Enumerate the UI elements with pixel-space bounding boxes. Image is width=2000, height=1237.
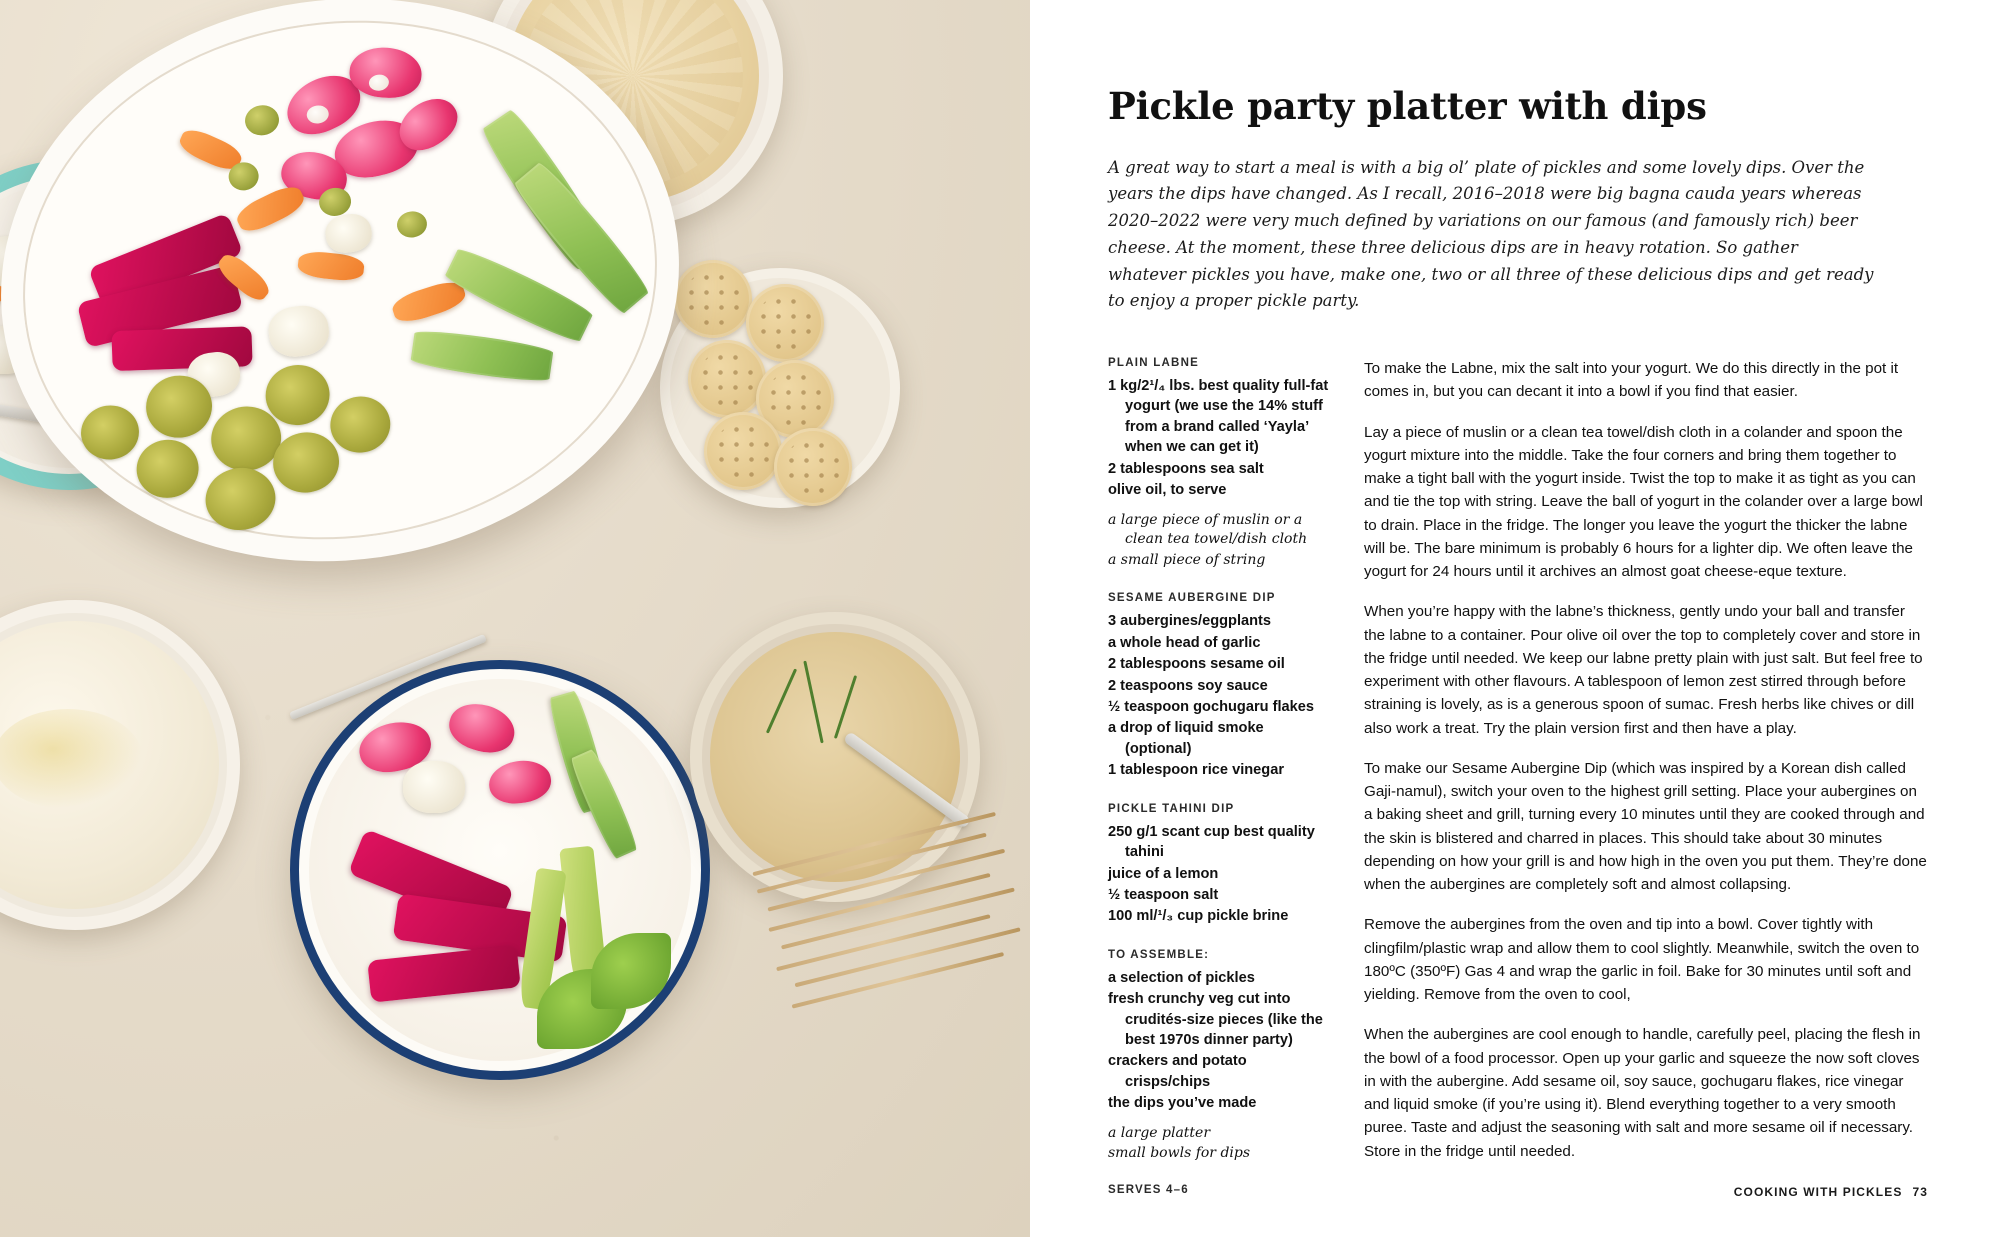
blue-rimmed-bowl <box>290 660 710 1080</box>
recipe-body <box>1108 357 1928 1196</box>
ingredient-item: 3 aubergines/eggplants <box>1108 613 1272 630</box>
olive-oil-pool <box>0 709 143 809</box>
ingredient-item: juice of a lemon <box>1108 865 1219 882</box>
ingredient-item: a large piece of muslin or a clean tea towel/dish cloth <box>1108 511 1308 548</box>
ingredient-item: fresh crunchy veg cut into crudités-size pieces (like the best 1970s dinner party) <box>1108 991 1323 1049</box>
ingredient-item: a selection of pickles <box>1108 969 1255 986</box>
cracker-plate <box>660 268 900 508</box>
ingredient-item: a small piece of string <box>1108 551 1266 568</box>
ingredient-section-heading: PLAIN LABNE <box>1108 357 1200 369</box>
method-paragraph: To make the Labne, mix the salt into your yogurt. We do this directly in the pot it comes in, but you can decant it into a bowl if you find that easier. <box>1364 360 1899 401</box>
ingredients-column <box>1108 357 1330 1196</box>
method-paragraph: When you’re happy with the labne’s thickness, gently undo your ball and transfer the labne to a container. Pour olive oil over the top to completely cover and store in the fridge until needed. We keep our labne pretty plain with just salt. But feel free to experiment with other flavours. A tablespoon of lemon zest stirred through before straining is lovely, as is a generous spoon of sumac. Fresh herbs like chives or dill also work a treat. Try the plain version first and then have a play. <box>1364 603 1923 737</box>
ingredient-list <box>1108 376 1330 570</box>
ingredient-list <box>1108 822 1330 927</box>
ingredient-item: 1 kg/2¹/₄ lbs. best quality full-fat yogurt (we use the 14% stuff from a brand called ‘Yayla’ when we can get it) <box>1108 378 1329 456</box>
method-paragraph: Lay a piece of muslin or a clean tea towel/dish cloth in a colander and spoon the yogurt mixture into the middle. Take the four corners and bring them together to make a tight ball with the yogurt inside. Twist the top to make it as tight as you can and tie the top with string. Leave the ball of yogurt in the colander over a large bowl to drain. Place in the fridge. The longer you leave the yogurt the thicker the labne will be. The bare minimum is probably 6 hours for a lighter dip. We often leave the yogurt for 24 hours until it archives an almost goat cheese-eque texture. <box>1364 423 1923 580</box>
ingredient-section-heading: TO ASSEMBLE: <box>1108 948 1210 961</box>
ingredient-item: ½ teaspoon salt <box>1108 886 1219 903</box>
ingredient-item: crackers and potato crisps/chips <box>1108 1053 1247 1090</box>
ingredient-list <box>1108 611 1330 780</box>
page-footer <box>1734 1185 1928 1199</box>
footer-page-number: 73 <box>1912 1185 1928 1199</box>
recipe-text-page <box>1030 0 2000 1237</box>
method-paragraph: To make our Sesame Aubergine Dip (which was inspired by a Korean dish called Gaji-namul), switch your oven to the highest grill setting. Place your aubergines on a baking sheet and grill, turning every 10 minutes until they are cooked through and the skin is blistered and charred in places. This should take about 30 minutes depending on how your grill is and how high in the oven you put them. They’re done when the aubergines are completely soft and almost collapsing. <box>1364 759 1927 893</box>
ingredient-list <box>1108 968 1330 1164</box>
ingredient-item: 100 ml/¹/₃ cup pickle brine <box>1108 908 1289 925</box>
ingredient-item: a whole head of garlic <box>1108 634 1261 651</box>
footer-chapter: COOKING WITH PICKLES <box>1733 1185 1903 1199</box>
ingredient-item: ½ teaspoon gochugaru flakes <box>1108 699 1314 715</box>
ingredient-item: a large platter <box>1108 1124 1211 1141</box>
ingredient-item: 1 tablespoon rice vinegar <box>1108 762 1284 779</box>
serves-label: SERVES 4–6 <box>1108 1183 1189 1196</box>
ingredient-item: small bowls for dips <box>1108 1145 1251 1162</box>
ingredient-item: 250 g/1 scant cup best quality tahini <box>1108 823 1315 861</box>
ingredient-item: 2 tablespoons sea salt <box>1108 460 1264 477</box>
method-paragraph: When the aubergines are cool enough to handle, carefully peel, placing the flesh in the bowl of a food processor. Open up your garlic and squeeze the now soft cloves in with the aubergine. Add sesame oil, soy sauce, gochugaru flakes, rice vinegar and liquid smoke (if you’re using it). Blend everything together to a very smooth puree. Taste and adjust the seasoning with salt and more sesame oil if necessary. Store in the fridge until needed. <box>1364 1026 1921 1160</box>
recipe-intro: A great way to start a meal is with a big ol’ plate of pickles and some lovely dips. Over the years the dips have changed. As I recall, 2016–2018 were big bagna cauda years whereas 2020–2022 were very much defined by variations on our famous (and famously rich) beer cheese. At the moment, these three delicious dips are in heavy rotation. So gather whatever pickles you have, make one, two or all three of these delicious dips and get ready to enjoy a proper pickle party. <box>1108 157 1874 311</box>
ingredient-item: olive oil, to serve <box>1108 482 1227 499</box>
ingredient-item: the dips you’ve made <box>1108 1095 1257 1112</box>
ingredient-section-heading: SESAME AUBERGINE DIP <box>1108 592 1276 605</box>
cracker <box>674 260 752 338</box>
cracker <box>688 340 766 418</box>
ingredient-item: 2 teaspoons soy sauce <box>1108 677 1268 694</box>
pickled-cauliflower <box>403 761 465 813</box>
cracker <box>746 284 824 362</box>
cracker <box>704 412 782 490</box>
method-column <box>1364 357 1928 1196</box>
page-title: Pickle party platter with dips <box>1108 84 1707 128</box>
ingredient-item: a drop of liquid smoke (optional) <box>1108 720 1264 757</box>
ingredient-item: 2 tablespoons sesame oil <box>1108 656 1285 673</box>
ingredient-section-heading: PICKLE TAHINI DIP <box>1108 802 1235 815</box>
method-paragraph: Remove the aubergines from the oven and tip into a bowl. Cover tightly with clingfilm/plastic wrap and allow them to cool slightly. Meanwhile, switch the oven to 180ºC (350ºF) Gas 4 and wrap the garlic in foil. Bake for 30 minutes until soft and yielding. Remove from the oven to cool, <box>1364 916 1920 1003</box>
cracker <box>774 428 852 506</box>
